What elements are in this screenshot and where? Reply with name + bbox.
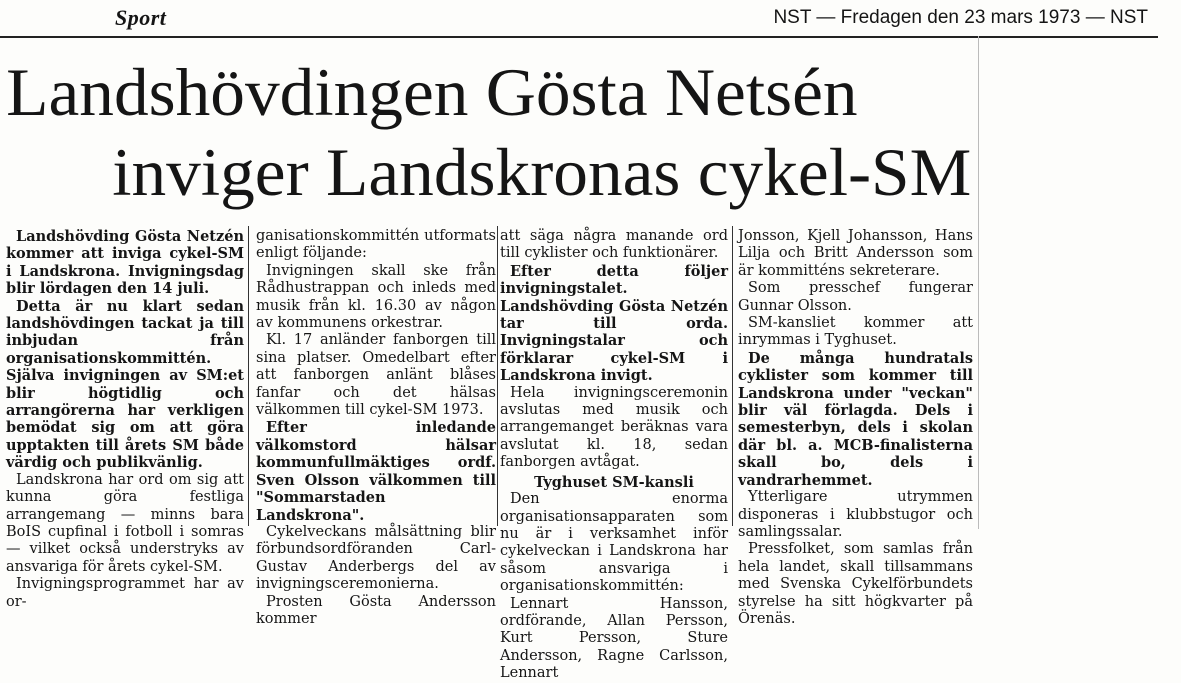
article-paragraph: Efter detta följer invigningstalet. Landshövding Gösta Netzén tar till orda. Invigningstalar och förklarar cykel-SM i Landskrona invigt. — [500, 262, 728, 385]
article-paragraph: Den enorma organisationsapparaten som nu är i verksamhet inför cykelveckan i Landskrona har såsom ansvariga i organisationskommittén: — [500, 491, 728, 595]
article-column-3 — [500, 228, 728, 682]
article-column-2 — [256, 228, 496, 627]
article-paragraph: Cykelveckans målsättning blir förbundsordföranden Carl-Gustav Anderbergs del av invigningsceremonierna. — [256, 523, 496, 593]
article-paragraph: Lennart Hansson, ordförande, Allan Persson, Kurt Persson, Sture Andersson, Ragne Carlsson, Lennart — [500, 595, 728, 682]
article-column-1 — [6, 228, 244, 610]
article-subheading: Tyghuset SM-kansli — [534, 473, 694, 491]
headline-line-1: Landshövdingen Gösta Netsén — [6, 54, 858, 130]
article-paragraph: Landskrona har ord om sig att kunna göra festliga arrangemang — minns bara BoIS cupfinal i fotboll i somras — vilket också understryks av ansvariga för årets cykel-SM. — [6, 471, 244, 575]
section-label: Sport — [115, 5, 167, 30]
article-paragraph: Efter inledande välkomstord hälsar kommunfullmäktiges ordf. Sven Olsson välkommen till "Sommarstaden Landskrona". — [256, 419, 496, 524]
masthead — [0, 0, 1158, 38]
article-column-4 — [738, 228, 973, 627]
article-lead: Landshövding Gösta Netzén kommer att inviga cykel-SM i Landskrona. Invigningsdag blir lördagen den 14 juli. — [6, 228, 244, 298]
column-divider — [248, 226, 249, 526]
article-paragraph: Hela invigningsceremonin avslutas med musik och arrangemanget beräknas vara avslutat kl. 18, sedan fanborgen avtågat. — [500, 384, 728, 471]
article-paragraph: Pressfolket, som samlas från hela landet, skall tillsammans med Svenska Cykelförbundets styrelse ha sitt högkvarter på Örenäs. — [738, 541, 973, 627]
dateline: NST — Fredagen den 23 mars 1973 — NST — [773, 7, 1148, 28]
article-paragraph: Jonsson, Kjell Johansson, Hans Lilja och Britt Andersson som är kommitténs sekreterare. — [738, 228, 973, 279]
article-paragraph: Kl. 17 anländer fanborgen till sina platser. Omedelbart efter att fanborgen anlänt blåses fanfar och det hälsas välkommen till cykel-SM 1973. — [256, 332, 496, 419]
column-divider — [497, 226, 498, 526]
article-paragraph: ganisationskommittén utformats enligt följande: — [256, 228, 496, 262]
column-divider — [732, 226, 733, 526]
article-paragraph: att säga några manande ord till cyklister och funktionärer. — [500, 228, 728, 262]
article-paragraph: De många hundratals cyklister som kommer till Landskrona under "veckan" blir väl förlagda. Dels i semesterbyn, dels i skolan där bl. a. MCB-finalisterna skall bo, dels i vandrarhemmet. — [738, 349, 973, 489]
article-paragraph: Prosten Gösta Andersson kommer — [256, 593, 496, 627]
article-paragraph: Invigningsprogrammet har av or- — [6, 576, 244, 610]
article-paragraph: Som presschef fungerar Gunnar Olsson. — [738, 280, 973, 314]
article-paragraph: Invigningen skall ske från Rådhustrappan och inleds med musik från kl. 16.30 av någon av kommunens orkestrar. — [256, 262, 496, 332]
article-paragraph: Ytterligare utrymmen disponeras i klubbstugor och samlingssalar. — [738, 489, 973, 540]
headline — [0, 52, 1181, 212]
headline-line-2: inviger Landskronas cykel-SM — [112, 134, 972, 210]
article-paragraph: SM-kansliet kommer att inrymmas i Tyghuset. — [738, 315, 973, 349]
page-edge-divider — [978, 36, 979, 529]
article-paragraph: Detta är nu klart sedan landshövdingen tackat ja till inbjudan från organisationskommittén. Själva invigningen av SM:et blir högtidlig och arrangörerna har verkligen bemödat sig om att göra upptakten till årets SM både värdig och publikvänlig. — [6, 297, 244, 472]
